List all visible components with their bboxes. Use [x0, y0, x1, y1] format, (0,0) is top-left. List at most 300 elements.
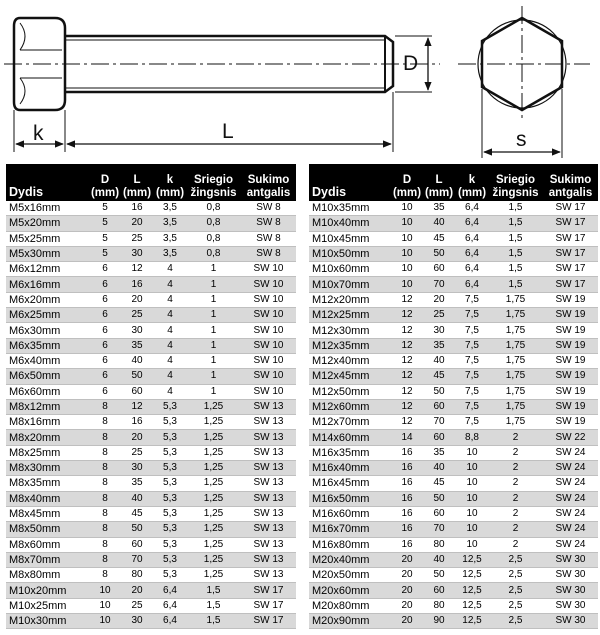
header-l-line: (mm): [424, 186, 454, 199]
diameter-cell: 14: [392, 430, 422, 445]
head-height-cell: 10: [456, 491, 488, 506]
table-row: [6, 323, 296, 338]
thread-pitch-cell: 2: [488, 461, 543, 476]
table-row: [6, 476, 296, 491]
length-cell: 35: [422, 338, 456, 353]
wrench-size-cell: SW 19: [543, 353, 598, 368]
size-cell: M16x70mm: [309, 522, 392, 537]
length-cell: 35: [422, 201, 456, 216]
size-cell: M16x80mm: [309, 537, 392, 552]
diameter-cell: 12: [392, 369, 422, 384]
table-row: [309, 338, 598, 353]
head-height-cell: 4: [154, 277, 186, 292]
length-cell: 20: [120, 430, 154, 445]
head-height-cell: 3,5: [154, 246, 186, 261]
size-cell: M20x90mm: [309, 614, 392, 629]
size-cell: M8x30mm: [6, 461, 90, 476]
wrench-size-cell: SW 8: [241, 201, 296, 216]
thread-pitch-cell: 1,5: [488, 231, 543, 246]
diameter-cell: 10: [392, 201, 422, 216]
diameter-cell: 20: [392, 552, 422, 567]
thread-pitch-cell: 2: [488, 537, 543, 552]
wrench-size-cell: SW 13: [241, 476, 296, 491]
table-row: [309, 308, 598, 323]
table-row: [6, 583, 296, 598]
table-row: [309, 583, 598, 598]
size-cell: M8x80mm: [6, 568, 90, 583]
thread-pitch-cell: 0,8: [186, 231, 241, 246]
header-size: Dydis: [309, 164, 392, 201]
wrench-size-cell: SW 13: [241, 491, 296, 506]
head-height-cell: 10: [456, 522, 488, 537]
wrench-size-cell: SW 30: [543, 583, 598, 598]
length-cell: 35: [120, 476, 154, 491]
diameter-cell: 16: [392, 522, 422, 537]
length-cell: 40: [422, 552, 456, 567]
length-cell: 50: [120, 369, 154, 384]
size-cell: M12x70mm: [309, 415, 392, 430]
thread-pitch-cell: 1,5: [186, 598, 241, 613]
size-cell: M16x45mm: [309, 476, 392, 491]
wrench-size-cell: SW 19: [543, 308, 598, 323]
wrench-size-cell: SW 10: [241, 384, 296, 399]
length-cell: 90: [422, 614, 456, 629]
wrench-size-cell: SW 30: [543, 568, 598, 583]
thread-pitch-cell: 2,5: [488, 598, 543, 613]
wrench-size-cell: SW 8: [241, 216, 296, 231]
length-cell: 45: [422, 476, 456, 491]
thread-pitch-cell: 1,5: [488, 216, 543, 231]
length-cell: 25: [120, 308, 154, 323]
length-cell: 80: [422, 537, 456, 552]
table-row: [6, 369, 296, 384]
header-d-line: (mm): [90, 186, 120, 199]
length-cell: 25: [120, 231, 154, 246]
table-row: [6, 552, 296, 567]
thread-pitch-cell: 0,8: [186, 201, 241, 216]
diameter-cell: 16: [392, 506, 422, 521]
length-cell: 35: [120, 338, 154, 353]
head-height-cell: 5,3: [154, 415, 186, 430]
wrench-size-cell: SW 10: [241, 292, 296, 307]
wrench-size-cell: SW 13: [241, 430, 296, 445]
header-wrench-size-line: antgalis: [548, 186, 593, 199]
head-height-cell: 7,5: [456, 323, 488, 338]
wrench-size-cell: SW 13: [241, 399, 296, 414]
length-cell: 60: [422, 430, 456, 445]
table-row: [6, 246, 296, 261]
wrench-size-cell: SW 19: [543, 369, 598, 384]
head-height-cell: 6,4: [456, 231, 488, 246]
wrench-size-cell: SW 10: [241, 262, 296, 277]
diameter-cell: 12: [392, 292, 422, 307]
size-cell: M12x60mm: [309, 399, 392, 414]
head-height-cell: 4: [154, 308, 186, 323]
diameter-cell: 16: [392, 476, 422, 491]
thread-pitch-cell: 1,25: [186, 445, 241, 460]
wrench-size-cell: SW 13: [241, 522, 296, 537]
length-cell: 16: [120, 277, 154, 292]
table-row: [309, 476, 598, 491]
table-row: [309, 415, 598, 430]
diameter-cell: 10: [392, 262, 422, 277]
table-row: [6, 338, 296, 353]
head-height-cell: 4: [154, 369, 186, 384]
thread-pitch-cell: 2,5: [488, 568, 543, 583]
diameter-cell: 6: [90, 277, 120, 292]
size-cell: M16x50mm: [309, 491, 392, 506]
size-cell: M10x50mm: [309, 246, 392, 261]
thread-pitch-cell: 2: [488, 430, 543, 445]
thread-pitch-cell: 1,25: [186, 415, 241, 430]
length-cell: 30: [120, 614, 154, 629]
diameter-cell: 8: [90, 552, 120, 567]
size-cell: M6x40mm: [6, 353, 90, 368]
length-cell: 25: [120, 598, 154, 613]
thread-pitch-cell: 2: [488, 476, 543, 491]
head-height-cell: 4: [154, 262, 186, 277]
head-height-cell: 5,3: [154, 491, 186, 506]
size-cell: M10x35mm: [309, 201, 392, 216]
size-cell: M6x60mm: [6, 384, 90, 399]
diameter-cell: 10: [90, 598, 120, 613]
wrench-size-cell: SW 24: [543, 537, 598, 552]
table-row: [6, 506, 296, 521]
length-cell: 12: [120, 399, 154, 414]
head-height-cell: 6,4: [456, 277, 488, 292]
wrench-size-cell: SW 19: [543, 384, 598, 399]
header-k: [154, 164, 186, 201]
diameter-cell: 6: [90, 308, 120, 323]
table-row: [309, 522, 598, 537]
table-row: [6, 353, 296, 368]
wrench-size-cell: SW 24: [543, 491, 598, 506]
diameter-cell: 16: [392, 461, 422, 476]
header-d: [90, 164, 120, 201]
thread-pitch-cell: 1: [186, 338, 241, 353]
head-height-cell: 5,3: [154, 461, 186, 476]
length-cell: 70: [422, 522, 456, 537]
diameter-cell: 5: [90, 231, 120, 246]
head-height-cell: 5,3: [154, 399, 186, 414]
head-height-cell: 5,3: [154, 476, 186, 491]
size-cell: M14x60mm: [309, 430, 392, 445]
diameter-cell: 10: [392, 216, 422, 231]
head-height-cell: 7,5: [456, 415, 488, 430]
header-thread-pitch-line: Sriegio: [194, 174, 233, 186]
diameter-cell: 6: [90, 369, 120, 384]
dimension-label-D: D: [403, 52, 419, 75]
head-height-cell: 3,5: [154, 216, 186, 231]
diameter-cell: 10: [392, 231, 422, 246]
wrench-size-cell: SW 17: [543, 262, 598, 277]
wrench-size-cell: SW 24: [543, 476, 598, 491]
wrench-size-cell: SW 19: [543, 399, 598, 414]
size-cell: M12x35mm: [309, 338, 392, 353]
header-wrench-size: [241, 164, 296, 201]
thread-pitch-cell: 1,5: [488, 246, 543, 261]
size-cell: M6x16mm: [6, 277, 90, 292]
table-row: [6, 445, 296, 460]
thread-pitch-cell: 1,25: [186, 537, 241, 552]
thread-pitch-cell: 1,25: [186, 430, 241, 445]
header-l: [422, 164, 456, 201]
thread-pitch-cell: 1: [186, 353, 241, 368]
length-cell: 50: [120, 522, 154, 537]
size-cell: M6x35mm: [6, 338, 90, 353]
diameter-cell: 8: [90, 522, 120, 537]
diameter-cell: 8: [90, 461, 120, 476]
table-row: [309, 323, 598, 338]
size-cell: M8x16mm: [6, 415, 90, 430]
wrench-size-cell: SW 8: [241, 231, 296, 246]
dimension-label-k: k: [33, 122, 44, 145]
table-row: [309, 445, 598, 460]
head-height-cell: 8,8: [456, 430, 488, 445]
wrench-size-cell: SW 24: [543, 506, 598, 521]
thread-pitch-cell: 1,75: [488, 323, 543, 338]
diameter-cell: 8: [90, 476, 120, 491]
diameter-cell: 12: [392, 399, 422, 414]
dimension-label-L: L: [222, 120, 234, 143]
wrench-size-cell: SW 17: [543, 231, 598, 246]
header-size: Dydis: [6, 164, 90, 201]
head-height-cell: 5,3: [154, 522, 186, 537]
head-height-cell: 7,5: [456, 369, 488, 384]
length-cell: 60: [422, 262, 456, 277]
thread-pitch-cell: 1: [186, 308, 241, 323]
thread-pitch-cell: 1,75: [488, 292, 543, 307]
size-cell: M20x60mm: [309, 583, 392, 598]
table-row: [6, 568, 296, 583]
size-cell: M12x50mm: [309, 384, 392, 399]
thread-pitch-cell: 2: [488, 506, 543, 521]
head-height-cell: 7,5: [456, 308, 488, 323]
wrench-size-cell: SW 13: [241, 415, 296, 430]
thread-pitch-cell: 1,5: [488, 262, 543, 277]
table-row: [309, 277, 598, 292]
table-row: [309, 399, 598, 414]
wrench-size-cell: SW 13: [241, 552, 296, 567]
length-cell: 45: [422, 369, 456, 384]
wrench-size-cell: SW 13: [241, 461, 296, 476]
thread-pitch-cell: 1,75: [488, 399, 543, 414]
size-cell: M10x25mm: [6, 598, 90, 613]
header-l-line: L: [133, 174, 141, 186]
header-k-line: k: [468, 174, 476, 186]
wrench-size-cell: SW 17: [241, 598, 296, 613]
wrench-size-cell: SW 30: [543, 614, 598, 629]
table-header-row: [6, 164, 296, 201]
diameter-cell: 6: [90, 323, 120, 338]
header-k-line: k: [166, 174, 174, 186]
header-l-line: (mm): [122, 186, 152, 199]
size-cell: M10x20mm: [6, 583, 90, 598]
wrench-size-cell: SW 17: [543, 216, 598, 231]
header-k-line: (mm): [457, 186, 487, 199]
size-cell: M12x25mm: [309, 308, 392, 323]
thread-pitch-cell: 0,8: [186, 246, 241, 261]
thread-pitch-cell: 2: [488, 445, 543, 460]
diameter-cell: 8: [90, 491, 120, 506]
header-d-line: D: [100, 174, 110, 186]
table-row: [309, 201, 598, 216]
head-height-cell: 7,5: [456, 399, 488, 414]
bolt-size-table-right: [309, 164, 598, 629]
head-height-cell: 6,4: [456, 216, 488, 231]
size-cell: M8x60mm: [6, 537, 90, 552]
bolt-technical-drawing: [0, 0, 600, 163]
size-cell: M5x20mm: [6, 216, 90, 231]
size-cell: M5x16mm: [6, 201, 90, 216]
head-height-cell: 4: [154, 338, 186, 353]
head-height-cell: 12,5: [456, 614, 488, 629]
head-height-cell: 6,4: [456, 262, 488, 277]
diameter-cell: 10: [392, 246, 422, 261]
diameter-cell: 12: [392, 384, 422, 399]
table-row: [309, 246, 598, 261]
length-cell: 40: [422, 216, 456, 231]
table-row: [6, 384, 296, 399]
size-cell: M12x30mm: [309, 323, 392, 338]
diameter-cell: 10: [90, 614, 120, 629]
diameter-cell: 5: [90, 216, 120, 231]
head-height-cell: 12,5: [456, 552, 488, 567]
diameter-cell: 6: [90, 338, 120, 353]
length-cell: 35: [422, 445, 456, 460]
size-cell: M10x60mm: [309, 262, 392, 277]
size-cell: M6x12mm: [6, 262, 90, 277]
diameter-cell: 12: [392, 353, 422, 368]
size-cell: M6x20mm: [6, 292, 90, 307]
diameter-cell: 16: [392, 491, 422, 506]
thread-pitch-cell: 1,5: [186, 614, 241, 629]
table-row: [6, 399, 296, 414]
diameter-cell: 12: [392, 323, 422, 338]
diameter-cell: 12: [392, 338, 422, 353]
wrench-size-cell: SW 19: [543, 338, 598, 353]
thread-pitch-cell: 1,75: [488, 353, 543, 368]
wrench-size-cell: SW 10: [241, 369, 296, 384]
length-cell: 80: [422, 598, 456, 613]
size-cell: M20x80mm: [309, 598, 392, 613]
table-row: [6, 491, 296, 506]
head-height-cell: 7,5: [456, 384, 488, 399]
head-height-cell: 4: [154, 323, 186, 338]
header-thread-pitch-line: žingsnis: [492, 186, 539, 199]
length-cell: 70: [120, 552, 154, 567]
length-cell: 50: [422, 568, 456, 583]
table-row: [6, 292, 296, 307]
size-cell: M10x70mm: [309, 277, 392, 292]
thread-pitch-cell: 1,25: [186, 491, 241, 506]
table-row: [309, 537, 598, 552]
length-cell: 45: [422, 231, 456, 246]
header-k: [456, 164, 488, 201]
table-row: [309, 384, 598, 399]
thread-pitch-cell: 1,25: [186, 399, 241, 414]
header-d-line: D: [402, 174, 412, 186]
wrench-size-cell: SW 13: [241, 445, 296, 460]
wrench-size-cell: SW 17: [543, 246, 598, 261]
header-thread-pitch-line: žingsnis: [190, 186, 237, 199]
table-row: [6, 216, 296, 231]
head-height-cell: 5,3: [154, 445, 186, 460]
diameter-cell: 12: [392, 308, 422, 323]
table-row: [6, 598, 296, 613]
diameter-cell: 20: [392, 598, 422, 613]
wrench-size-cell: SW 10: [241, 338, 296, 353]
thread-pitch-cell: 1,25: [186, 552, 241, 567]
table-row: [309, 598, 598, 613]
header-l-line: L: [435, 174, 443, 186]
diameter-cell: 20: [392, 614, 422, 629]
diameter-cell: 8: [90, 506, 120, 521]
size-cell: M6x30mm: [6, 323, 90, 338]
size-cell: M12x20mm: [309, 292, 392, 307]
header-d-line: (mm): [392, 186, 422, 199]
wrench-size-cell: SW 30: [543, 598, 598, 613]
thread-pitch-cell: 1,75: [488, 384, 543, 399]
table-row: [309, 369, 598, 384]
length-cell: 30: [422, 323, 456, 338]
thread-pitch-cell: 1,5: [186, 583, 241, 598]
table-row: [6, 614, 296, 629]
length-cell: 25: [422, 308, 456, 323]
thread-pitch-cell: 1: [186, 292, 241, 307]
wrench-size-cell: SW 22: [543, 430, 598, 445]
diameter-cell: 5: [90, 246, 120, 261]
table-row: [6, 415, 296, 430]
header-thread-pitch-line: Sriegio: [496, 174, 535, 186]
wrench-size-cell: SW 19: [543, 415, 598, 430]
size-cell: M8x50mm: [6, 522, 90, 537]
length-cell: 80: [120, 568, 154, 583]
wrench-size-cell: SW 8: [241, 246, 296, 261]
wrench-size-cell: SW 19: [543, 323, 598, 338]
thread-pitch-cell: 1: [186, 369, 241, 384]
head-height-cell: 6,4: [154, 583, 186, 598]
length-cell: 40: [422, 353, 456, 368]
head-height-cell: 7,5: [456, 292, 488, 307]
length-cell: 40: [422, 461, 456, 476]
size-cell: M16x35mm: [309, 445, 392, 460]
diameter-cell: 16: [392, 445, 422, 460]
length-cell: 50: [422, 246, 456, 261]
size-cell: M8x35mm: [6, 476, 90, 491]
header-wrench-size-line: Sukimo: [247, 174, 290, 186]
length-cell: 16: [120, 415, 154, 430]
diameter-cell: 12: [392, 415, 422, 430]
diameter-cell: 8: [90, 568, 120, 583]
header-d: [392, 164, 422, 201]
thread-pitch-cell: 1: [186, 262, 241, 277]
head-height-cell: 12,5: [456, 568, 488, 583]
header-thread-pitch: [488, 164, 543, 201]
table-header-row: [309, 164, 598, 201]
thread-pitch-cell: 1,25: [186, 476, 241, 491]
head-height-cell: 5,3: [154, 506, 186, 521]
head-height-cell: 7,5: [456, 353, 488, 368]
thread-pitch-cell: 1,25: [186, 461, 241, 476]
thread-pitch-cell: 2: [488, 522, 543, 537]
head-height-cell: 3,5: [154, 201, 186, 216]
diameter-cell: 5: [90, 201, 120, 216]
thread-pitch-cell: 1,75: [488, 415, 543, 430]
wrench-size-cell: SW 10: [241, 308, 296, 323]
table-row: [6, 231, 296, 246]
head-height-cell: 10: [456, 476, 488, 491]
